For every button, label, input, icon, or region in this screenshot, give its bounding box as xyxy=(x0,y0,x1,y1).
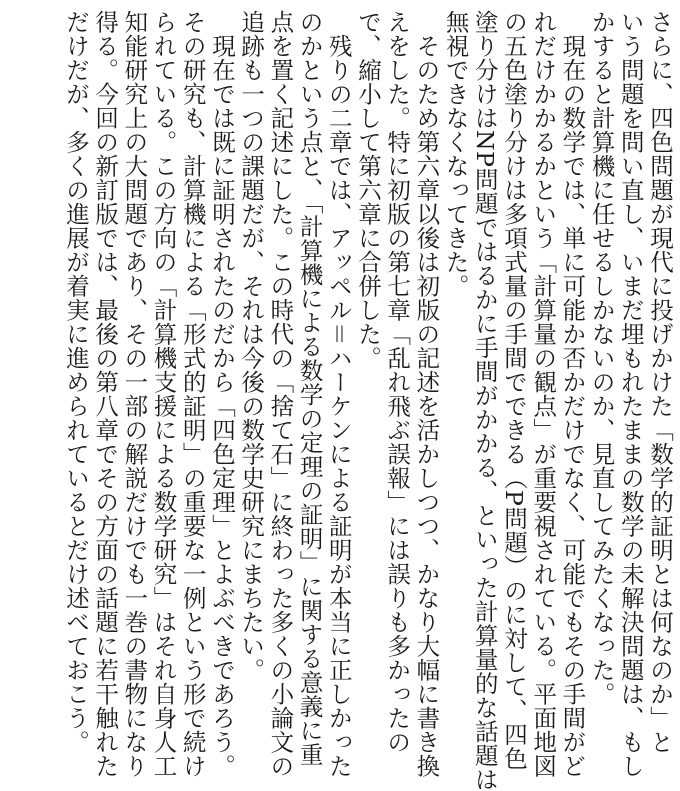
text-column-13: のかという点と、「計算機による数学の定理の証明」に関する意義に重 xyxy=(295,10,324,767)
text-column-20: 得る。今回の新訂版では、最後の第八章でその方面の話題に若干触れた xyxy=(91,10,120,778)
text-column-10: えをした。特に初版の第七章「乱れ飛ぶ誤報」には誤りも多かったの xyxy=(383,10,412,754)
text-column-6: の五色塗り分けは多項式量の手間でできる（P問題）のに対して、四色 xyxy=(499,10,528,771)
text-column-17: その研究も、計算機による「形式的証明」の重要な一例という形で続け xyxy=(178,10,207,778)
text-column-5: れだけかかるかという「計算量の観点」が重要視されている。平面地図 xyxy=(529,10,558,778)
text-column-4: 現在の数学では、単に可能か否かだけでなく、可能でもその手間がど xyxy=(558,10,587,778)
text-column-21: だけだが、多くの進展が着実に進められているとだけ述べておこう。 xyxy=(61,10,90,754)
text-column-16: 現在では既に証明されたのだから「四色定理」とよぶべきであろう。 xyxy=(207,10,236,778)
text-column-19: 知能研究上の大問題であり、その一部の解説だけでも一巻の書物になり xyxy=(120,10,149,778)
text-column-15: 追跡も一つの課題だが、それは今後の数学史研究にまちたい。 xyxy=(237,10,266,682)
text-column-11: で、縮小して第六章に合併した。 xyxy=(353,10,382,370)
text-column-18: られている。この方向の「計算機支援による数学研究」はそれ自身人工 xyxy=(149,10,178,778)
text-column-7: 塗り分けはNP問題ではるかに手間がかかる、といった計算量的な話題は xyxy=(470,10,499,791)
text-column-8: 無視できなくなってきた。 xyxy=(441,10,470,298)
text-column-14: 点を置く記述にした。この時代の「捨て石」に終わった多くの小論文の xyxy=(266,10,295,778)
text-column-3: かすると計算機に任せるしかないのか、見直してみたくなった。 xyxy=(587,10,616,706)
vertical-text-body xyxy=(61,10,674,791)
text-column-9: そのため第六章以後は初版の記述を活かしつつ、かなり大幅に書き換 xyxy=(412,10,441,778)
text-column-12: 残りの二章では、アッペル＝ハーケンによる証明が本当に正しかった xyxy=(324,10,353,778)
text-column-2: いう問題を問い直し、いまだ埋もれたままの数学の未解決問題は、もし xyxy=(616,10,645,778)
text-column-1: さらに、四色問題が現代に投げかけた「数学的証明とは何なのか」と xyxy=(646,10,674,754)
